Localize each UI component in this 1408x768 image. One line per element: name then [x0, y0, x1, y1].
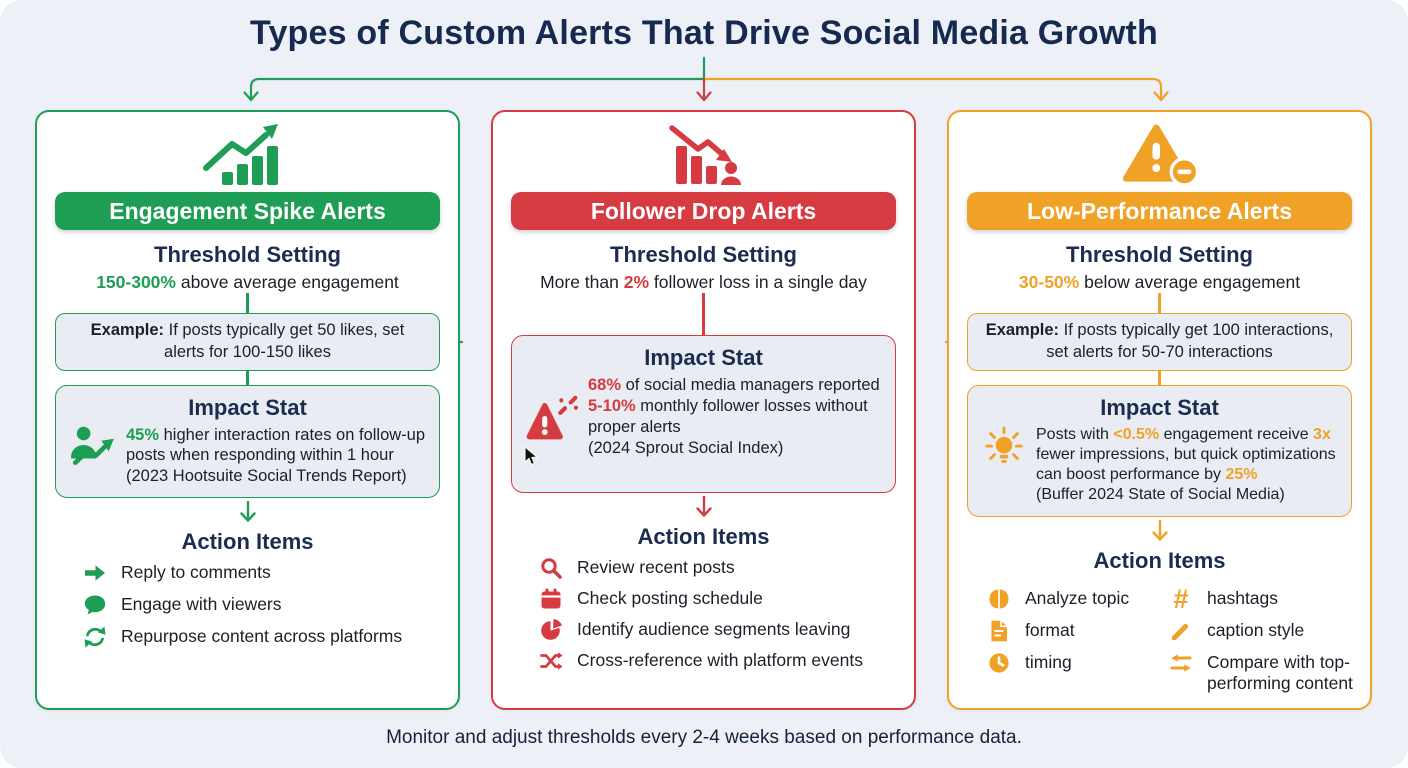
action-item	[539, 557, 914, 580]
document-icon	[987, 619, 1011, 643]
warning-minus-icon	[1115, 119, 1205, 189]
impact-text	[126, 425, 426, 488]
calendar-icon	[539, 587, 563, 611]
connector-right-orange	[704, 79, 1161, 99]
action-item	[987, 588, 1163, 611]
impact-title: Impact Stat	[644, 345, 763, 370]
threshold-text: More than 2% follower loss in a single day	[540, 272, 867, 292]
card-header-banner	[967, 192, 1352, 230]
impact-stat-box	[511, 335, 896, 493]
down-arrow-icon	[1151, 520, 1169, 546]
down-arrow-icon	[239, 501, 257, 527]
card-header-banner	[55, 192, 440, 230]
clock-icon	[987, 651, 1011, 675]
arrowhead-right-icon	[1155, 93, 1168, 101]
action-label: hashtags	[1207, 587, 1279, 608]
action-label: Identify audience segments leaving	[577, 619, 851, 639]
threshold-text: 30-50% below average engagement	[1018, 272, 1301, 292]
action-item	[987, 620, 1163, 643]
impact-statement: 45% higher interaction rates on follow-up posts when responding within 1 hour	[126, 425, 426, 465]
impact-statement: Posts with <0.5% engagement receive 3x fewer impressions, but quick optimizations can boost performance by 25%	[1036, 425, 1336, 484]
impact-stat-box	[55, 385, 440, 499]
impact-source: (2023 Hootsuite Social Trends Report)	[126, 467, 407, 486]
swap-arrows-icon	[1169, 651, 1193, 675]
brain-icon	[987, 587, 1011, 611]
action-item	[83, 594, 458, 617]
connector-left-green	[251, 79, 704, 99]
action-item	[83, 562, 458, 585]
action-item	[1169, 652, 1370, 694]
impact-title: Impact Stat	[188, 394, 307, 420]
mouse-cursor-icon	[524, 446, 540, 468]
impact-text	[588, 375, 882, 459]
arrow-right-icon	[83, 561, 107, 585]
action-items-list-right	[1169, 583, 1370, 703]
refresh-icon	[83, 625, 107, 649]
impact-text	[1036, 425, 1338, 506]
impact-source: (2024 Sprout Social Index)	[588, 438, 784, 457]
action-label: Reply to comments	[121, 562, 271, 583]
connector-line	[1158, 293, 1161, 313]
connector-line	[246, 371, 249, 385]
example-box: Example: If posts typically get 100 interactions, set alerts for 50-70 interactions	[967, 313, 1352, 371]
hashtag-icon: #	[1173, 583, 1189, 614]
impact-stat-box	[967, 385, 1352, 517]
action-label: Repurpose content across platforms	[121, 626, 403, 647]
impact-title: Impact Stat	[1100, 394, 1219, 420]
action-items-title: Action Items	[1093, 547, 1226, 573]
action-item	[1169, 583, 1370, 614]
connector-line	[702, 293, 705, 335]
person-growth-icon	[69, 425, 117, 467]
action-item	[539, 588, 914, 611]
action-items-list-left	[987, 588, 1163, 703]
impact-source: (Buffer 2024 State of Social Media)	[1036, 486, 1285, 504]
shuffle-icon	[539, 649, 563, 673]
speech-bubble-icon	[83, 593, 107, 617]
threshold-title: Threshold Setting	[610, 242, 797, 267]
threshold-title: Threshold Setting	[1066, 242, 1253, 267]
pencil-icon	[1169, 619, 1193, 643]
card-follower-drop-alerts	[491, 110, 916, 710]
arrowhead-left-icon	[245, 93, 258, 101]
broken-link-warning-icon	[525, 393, 579, 441]
action-items-title: Action Items	[181, 529, 314, 555]
threshold-title: Threshold Setting	[154, 242, 341, 267]
connector-line	[246, 293, 249, 313]
card-low-performance-alerts	[947, 110, 1372, 710]
search-icon	[539, 556, 563, 580]
arrowhead-center-icon	[698, 93, 711, 101]
action-label: Compare with top-performing content	[1207, 651, 1353, 693]
impact-statement: 68% of social media managers reported 5-10% monthly follower losses without proper alerts	[588, 376, 880, 436]
threshold-text: 150-300% above average engagement	[96, 272, 399, 292]
card-header-banner	[511, 192, 896, 230]
action-label: Review recent posts	[577, 557, 735, 577]
action-items-list	[493, 557, 914, 681]
decline-chart-icon	[658, 119, 750, 189]
action-label: Cross-reference with platform events	[577, 650, 863, 670]
example-box: Example: If posts typically get 50 likes, set alerts for 100-150 likes	[55, 313, 440, 371]
action-item	[1169, 620, 1370, 643]
action-item	[83, 626, 458, 649]
card-header-label: Engagement Spike Alerts	[109, 197, 386, 224]
action-item	[539, 619, 914, 642]
action-item	[539, 650, 914, 673]
action-label: Analyze topic	[1025, 587, 1130, 608]
pie-chart-icon	[539, 618, 563, 642]
action-label: Check posting schedule	[577, 588, 763, 608]
lightbulb-icon	[981, 425, 1027, 471]
down-arrow-icon	[695, 496, 713, 522]
action-label: format	[1025, 619, 1075, 640]
connector-line	[1158, 371, 1161, 385]
action-items-grid	[949, 581, 1370, 703]
action-items-title: Action Items	[637, 524, 770, 549]
action-item	[987, 652, 1163, 675]
card-header-label: Low-Performance Alerts	[1027, 197, 1292, 224]
footer-note: Monitor and adjust thresholds every 2-4 weeks based on performance data.	[386, 727, 1022, 748]
action-label: Engage with viewers	[121, 594, 282, 615]
page-title: Types of Custom Alerts That Drive Social Media Growth	[250, 14, 1158, 52]
growth-chart-icon	[202, 119, 294, 189]
action-label: caption style	[1207, 619, 1305, 640]
action-items-list	[37, 562, 458, 658]
card-engagement-spike-alerts	[35, 110, 460, 710]
action-label: timing	[1025, 651, 1072, 672]
card-header-label: Follower Drop Alerts	[590, 197, 817, 224]
